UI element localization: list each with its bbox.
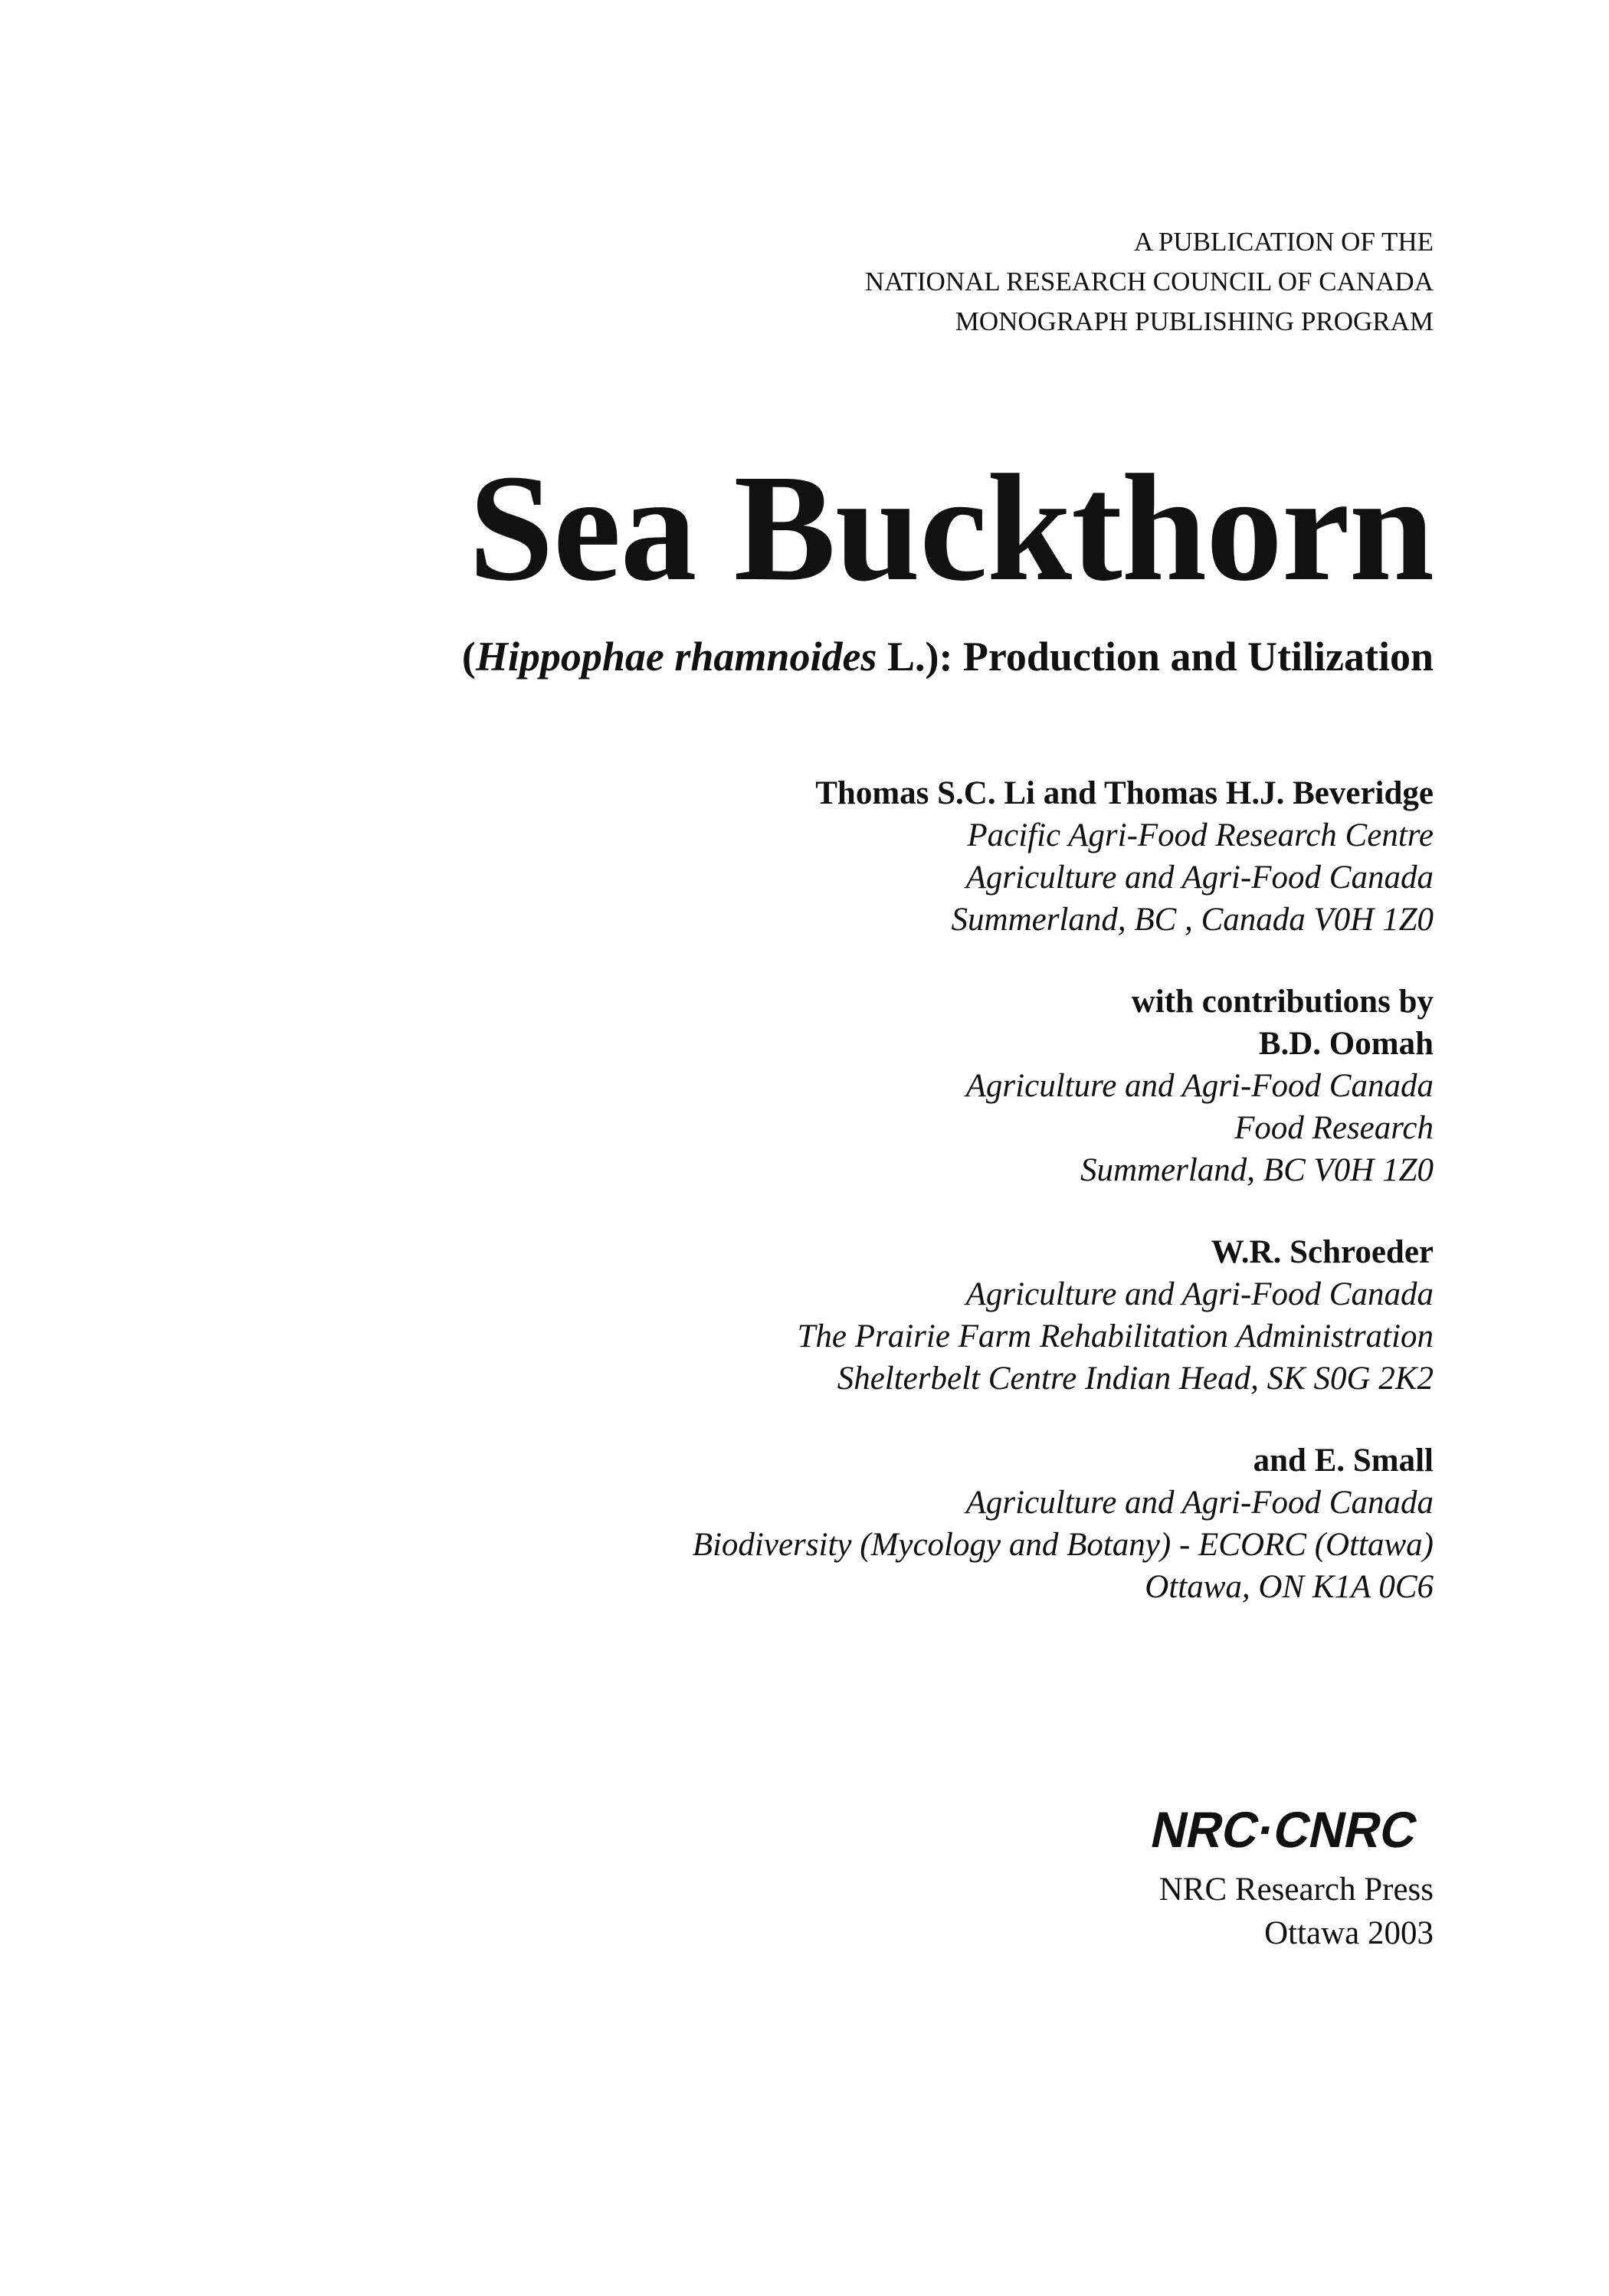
contributor-affiliation-line: Food Research [1234,1110,1434,1146]
contributor-affiliation-line: Biodiversity (Mycology and Botany) - ECORC (Ottawa) [692,1527,1434,1563]
contributor-name: and E. Small [1253,1443,1434,1479]
contributor-affiliation-line: Agriculture and Agri-Food Canada [965,1068,1434,1104]
contributor-affiliation-line: Agriculture and Agri-Food Canada [965,1485,1434,1521]
nrc-cnrc-logo-text: NRC·CNRC [1145,1804,1431,1853]
spacer [693,1191,1434,1231]
primary-authors-affiliation-line: Summerland, BC , Canada V0H 1Z0 [951,902,1434,938]
primary-authors-affiliation-line: Pacific Agri-Food Research Centre [967,817,1434,853]
press-info [1159,1868,1434,1955]
press-place-year: Ottawa 2003 [1264,1915,1434,1951]
primary-authors-affiliation-line: Agriculture and Agri-Food Canada [965,860,1434,896]
contributor-affiliation-line: Shelterbelt Centre Indian Head, SK S0G 2K2 [837,1361,1434,1397]
publication-info-line: A PUBLICATION OF THE [1133,227,1434,257]
book-subtitle [462,630,1434,683]
contributor-affiliation-line: The Prairie Farm Rehabilitation Administration [797,1318,1434,1354]
subtitle-rest: L.): Production and Utilization [877,634,1434,680]
spacer [693,1400,1434,1440]
subtitle-species: Hippophae rhamnoides [475,634,877,680]
contributor-affiliation-line: Ottawa, ON K1A 0C6 [1145,1569,1434,1605]
nrc-cnrc-logo-icon [1142,1804,1434,1853]
contributor-name: W.R. Schroeder [1211,1234,1434,1270]
author-block [693,772,1434,1608]
publication-info-line: NATIONAL RESEARCH COUNCIL OF CANADA [864,267,1434,296]
nrc-cnrc-logo [1142,1804,1434,1857]
subtitle-open-paren: ( [461,634,476,680]
spacer [693,941,1434,981]
contributor-affiliation-line: Agriculture and Agri-Food Canada [965,1276,1434,1312]
book-title: Sea Buckthorn [468,444,1434,613]
publication-info [865,222,1434,342]
contributors-intro: with contributions by [1131,984,1434,1020]
press-name: NRC Research Press [1158,1872,1434,1908]
contributor-affiliation-line: Summerland, BC V0H 1Z0 [1080,1152,1434,1188]
publication-info-line: MONOGRAPH PUBLISHING PROGRAM [955,306,1434,336]
primary-authors-name: Thomas S.C. Li and Thomas H.J. Beveridge [815,775,1434,811]
contributor-name: B.D. Oomah [1258,1026,1434,1062]
